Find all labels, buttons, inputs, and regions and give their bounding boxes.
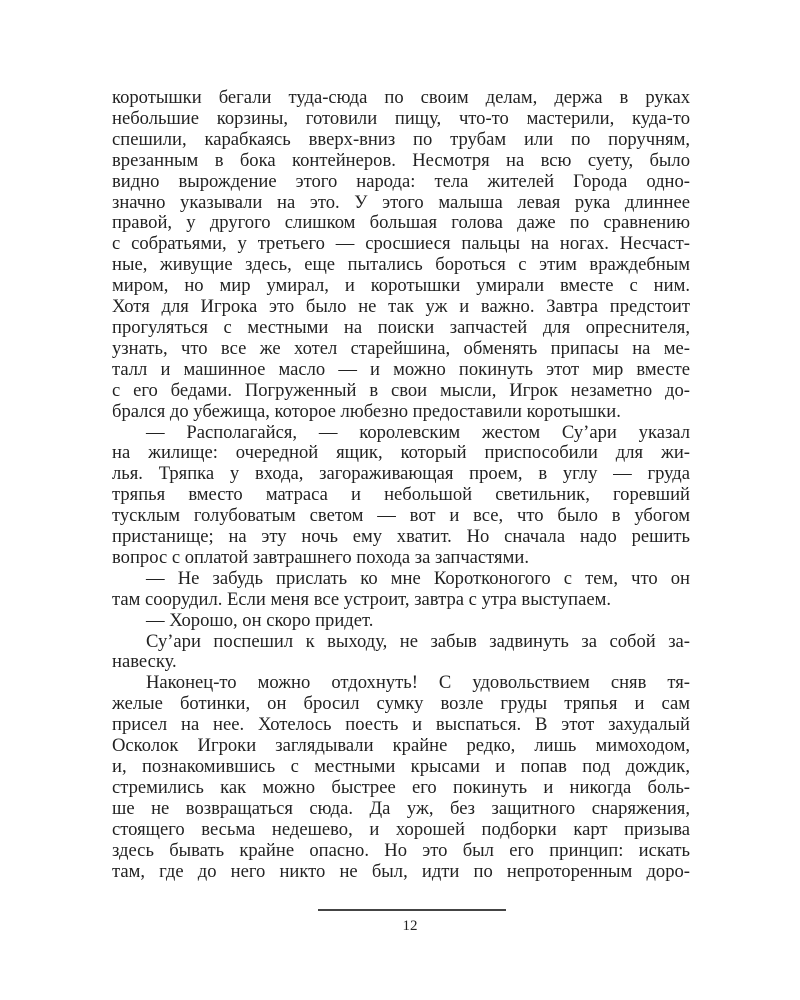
text-line: на жилище: очередной ящик, который приспособили для жи- [112,442,690,464]
text-line: стремились как можно быстрее его покинуть и никогда боль- [112,776,690,798]
text-line: коротышки бегали туда-сюда по своим делам, держа в руках [112,87,690,108]
text-line: ше не возвращаться сюда. Да уж, без защитного снаряжения, [112,797,690,819]
text-line: Хотя для Игрока это было не так уж и важно. Завтра предстоит [112,296,690,318]
text-line: правой, у другого слишком большая голова даже по сравнению [112,212,690,234]
text-line: талл и машинное масло — и можно покинуть этот мир вместе [112,358,690,380]
text-line: там, где до него никто не был, идти по непроторенным доро- [112,860,690,882]
text-line: тряпья вместо матраса и небольшой светильник, горевший [112,484,690,506]
text-line: прогуляться с местными на поиски запчастей для опреснителя, [112,316,690,338]
text-line: Су’ари поспешил к выходу, не забыв задвинуть за собой за- [146,630,690,652]
text-line: — Хорошо, он скоро придет. [146,609,374,631]
text-line: — Располагайся, — королевским жестом Су’ари указал [146,421,690,443]
text-line: миром, но мир умирал, и коротышки умирали вместе с ним. [112,275,690,297]
text-line: желые ботинки, он бросил сумку возле груды тряпья и сам [112,693,690,715]
footer-rule [318,909,506,911]
text-line: видно вырождение этого народа: тела жителей Города одно- [112,170,690,192]
text-line: стоящего весьма недешево, и хорошей подборки карт призыва [112,818,690,840]
text-line: небольшие корзины, готовили пищу, что-то мастерили, куда-то [112,107,690,129]
text-line: ные, живущие здесь, еще пытались бороться с этим враждебным [112,254,690,276]
text-line: брался до убежища, которое любезно предоставили коротышки. [112,400,621,422]
text-line: присел на нее. Хотелось поесть и выспаться. В этот захудалый [112,714,690,736]
text-line: здесь бывать крайне опасно. Но это был его принцип: искать [112,839,690,861]
text-line: значно указывали на это. У этого малыша левая рука длиннее [112,191,690,213]
text-line: врезанным в бока контейнеров. Несмотря на всю суету, было [112,149,690,171]
page-number: 12 [402,918,418,934]
text-line: пристанище; на эту ночь ему хватит. Но сначала надо решить [112,526,690,548]
text-line: вопрос с оплатой завтрашнего похода за запчастями. [112,546,529,568]
text-line: навеску. [112,651,177,673]
text-line: — Не забудь прислать ко мне Коротконогого с тем, что он [146,567,690,589]
text-line: лья. Тряпка у входа, загораживающая проем, в углу — груда [112,463,690,485]
text-line: спешили, карабкаясь вверх-вниз по трубам или по поручням, [112,128,690,150]
body-text [112,88,690,882]
text-line: с собратьями, у третьего — сросшиеся пальцы на ногах. Несчаст- [112,233,690,255]
text-line: Осколок Игроки заглядывали крайне редко, лишь мимоходом, [112,735,690,757]
text-line: Наконец-то можно отдохнуть! С удовольствием сняв тя- [146,672,690,694]
text-line: там соорудил. Если меня все устроит, завтра с утра выступаем. [112,588,611,610]
text-line: узнать, что все же хотел старейшина, обменять припасы на ме- [112,337,690,359]
text-line: и, познакомившись с местными крысами и попав под дождик, [112,756,690,777]
text-line: с его бедами. Погруженный в свои мысли, Игрок незаметно до- [112,379,690,401]
text-line: тусклым голубоватым светом — вот и все, что было в убогом [112,505,690,527]
